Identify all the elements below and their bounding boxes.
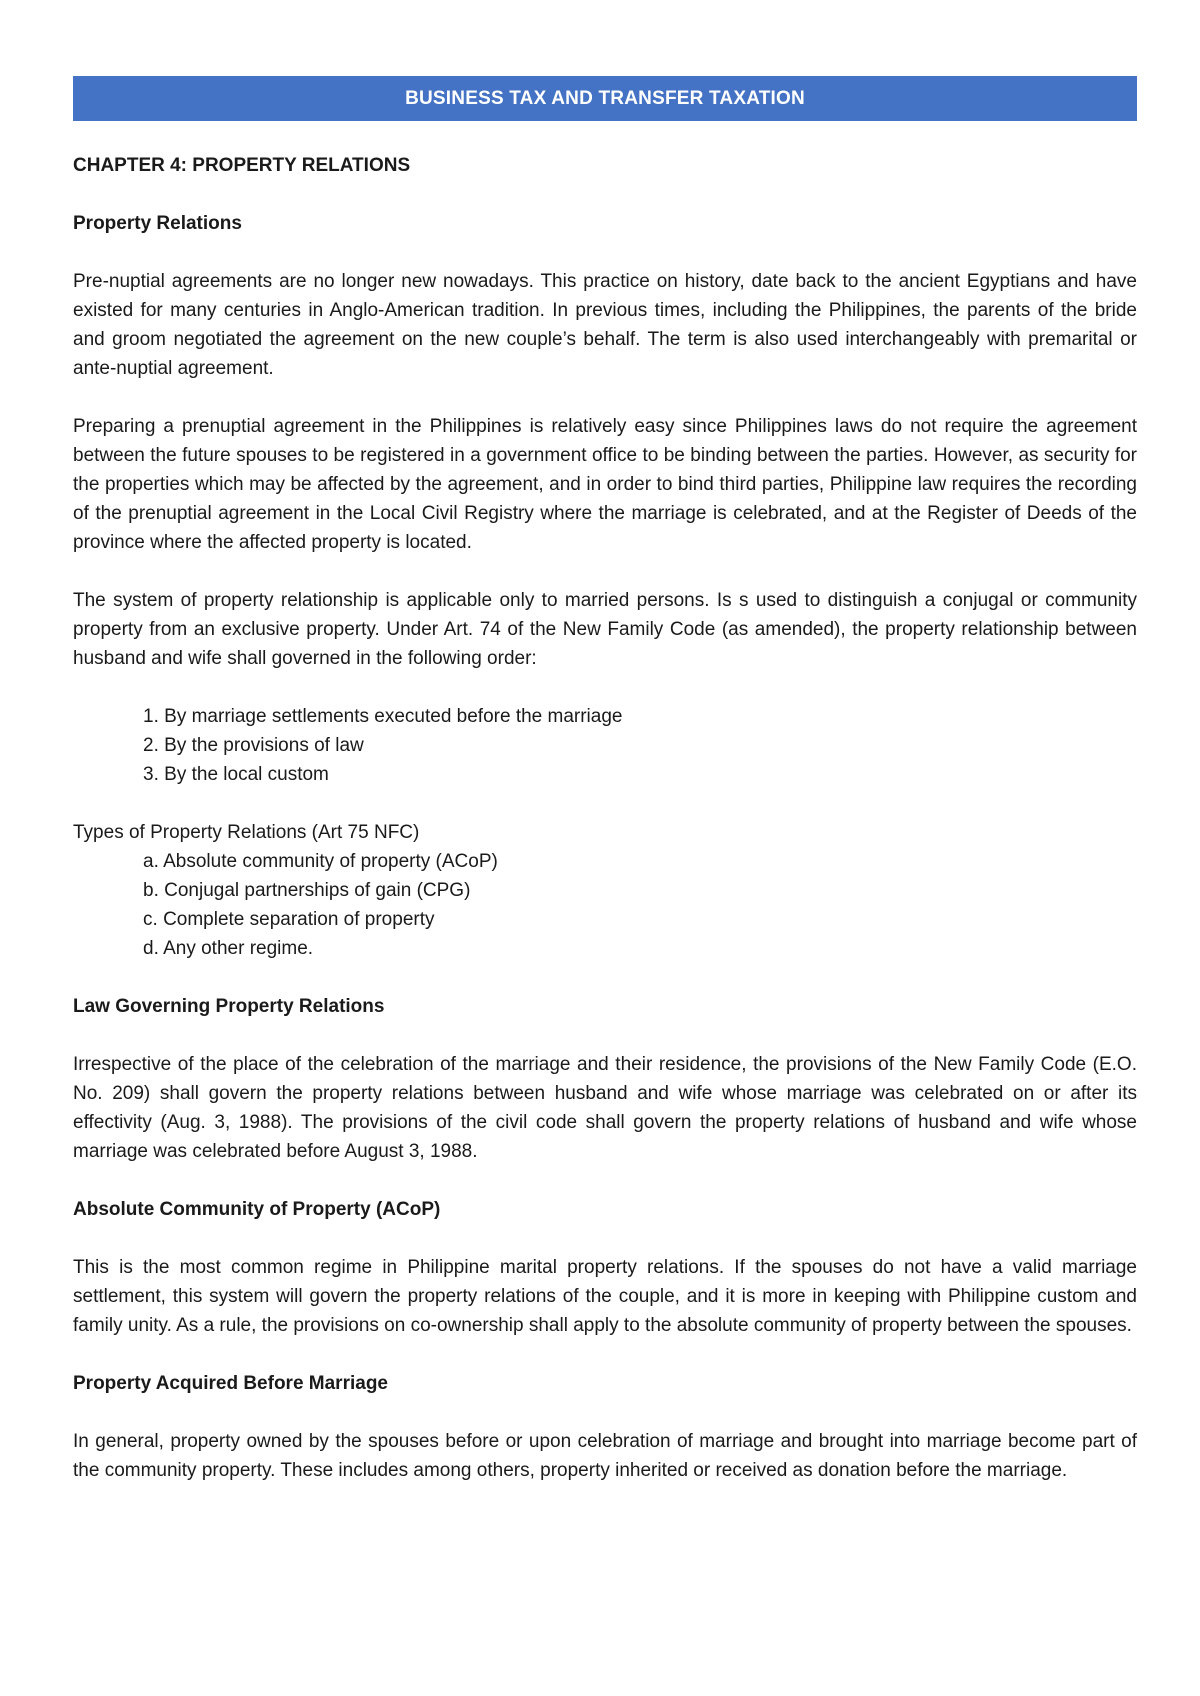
list-marker: 2. xyxy=(143,735,159,756)
list-item-text: Absolute community of property (ACoP) xyxy=(163,851,498,872)
list-marker: d. xyxy=(143,938,159,959)
types-intro: Types of Property Relations (Art 75 NFC) xyxy=(73,822,420,843)
list-marker: b. xyxy=(143,880,159,901)
paragraph-property-system: The system of property relationship is applicable only to married persons. Is s used to distinguish a conjugal or community property from an exclusive property. Under Art. 74 of the New Family Code (as amended), the property relationship between husband and wife shall governed in the following order: xyxy=(73,590,1137,669)
list-item-text: By the provisions of law xyxy=(164,735,364,756)
list-item-text: By the local custom xyxy=(164,764,329,785)
list-marker: c. xyxy=(143,909,158,930)
list-item-text: By marriage settlements executed before the marriage xyxy=(164,706,623,727)
list-item-text: Complete separation of property xyxy=(163,909,435,930)
list-item-text: Any other regime. xyxy=(163,938,314,959)
chapter-title: CHAPTER 4: PROPERTY RELATIONS xyxy=(73,155,411,176)
paragraph-prenuptial-history: Pre-nuptial agreements are no longer new nowadays. This practice on history, date back to the ancient Egyptians and have existed for many centuries in Anglo-American tradition. In previous times, including the Philippines, the parents of the bride and groom negotiated the agreement on the new couple’s behalf. The term is also used interchangeably with premarital or ante-nuptial agreement. xyxy=(73,271,1137,379)
list-item xyxy=(143,760,1137,789)
types-list xyxy=(73,847,1137,963)
list-marker: a. xyxy=(143,851,159,872)
list-marker: 1. xyxy=(143,706,159,727)
order-list xyxy=(73,702,1137,789)
list-item xyxy=(143,876,1137,905)
document-banner: BUSINESS TAX AND TRANSFER TAXATION xyxy=(73,76,1137,121)
list-item xyxy=(143,905,1137,934)
list-item xyxy=(143,847,1137,876)
list-marker: 3. xyxy=(143,764,159,785)
heading-property-relations: Property Relations xyxy=(73,213,242,234)
heading-absolute-community: Absolute Community of Property (ACoP) xyxy=(73,1199,441,1220)
list-item xyxy=(143,702,1137,731)
heading-law-governing: Law Governing Property Relations xyxy=(73,996,385,1017)
paragraph-property-before-marriage: In general, property owned by the spouses before or upon celebration of marriage and brought into marriage become part of the community property. These includes among others, property inherited or received as donation before the marriage. xyxy=(73,1431,1137,1481)
list-item-text: Conjugal partnerships of gain (CPG) xyxy=(164,880,471,901)
document-page xyxy=(73,76,1137,1485)
paragraph-law-governing: Irrespective of the place of the celebration of the marriage and their residence, the provisions of the New Family Code (E.O. No. 209) shall govern the property relations between husband and wife whose marriage was celebrated on or after its effectivity (Aug. 3, 1988). The provisions of the civil code shall govern the property relations of husband and wife whose marriage was celebrated before August 3, 1988. xyxy=(73,1054,1137,1162)
paragraph-absolute-community: This is the most common regime in Philippine marital property relations. If the spouses do not have a valid marriage settlement, this system will govern the property relations of the couple, and it is more in keeping with Philippine custom and family unity. As a rule, the provisions on co-ownership shall apply to the absolute community of property between the spouses. xyxy=(73,1257,1137,1336)
paragraph-prenuptial-registration: Preparing a prenuptial agreement in the Philippines is relatively easy since Philippines laws do not require the agreement between the future spouses to be registered in a government office to be binding between the parties. However, as security for the properties which may be affected by the agreement, and in order to bind third parties, Philippine law requires the recording of the prenuptial agreement in the Local Civil Registry where the marriage is celebrated, and at the Register of Deeds of the province where the affected property is located. xyxy=(73,416,1137,553)
list-item xyxy=(143,934,1137,963)
list-item xyxy=(143,731,1137,760)
heading-property-before-marriage: Property Acquired Before Marriage xyxy=(73,1373,388,1394)
